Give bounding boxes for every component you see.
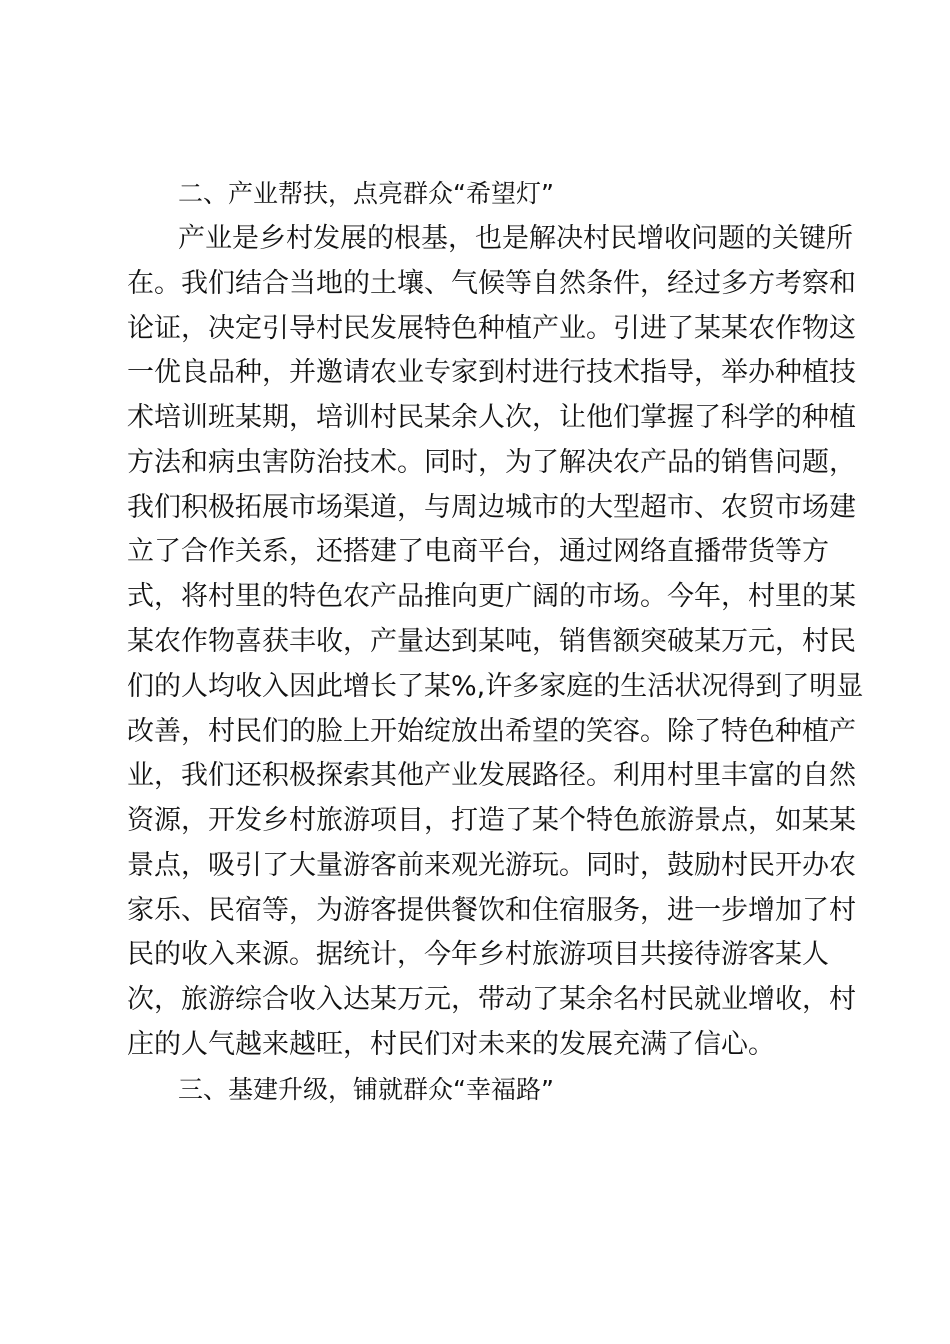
paragraph-line: 某农作物喜获丰收，产量达到某吨，销售额突破某万元，村民 <box>127 626 856 657</box>
paragraph-line: 方法和病虫害防治技术。同时，为了解决农产品的销售问题， <box>127 447 856 478</box>
section-heading-infrastructure: 三、基建升级，铺就群众“幸福路” <box>178 1075 554 1104</box>
paragraph-line: 论证，决定引导村民发展特色种植产业。引进了某某农作物这 <box>127 313 856 344</box>
paragraph-line: 术培训班某期，培训村民某余人次，让他们掌握了科学的种植 <box>127 402 856 433</box>
paragraph-line: 产业是乡村发展的根基，也是解决村民增收问题的关键所 <box>178 223 853 254</box>
paragraph-line: 们的人均收入因此增长了某%,许多家庭的生活状况得到了明显 <box>127 671 864 702</box>
paragraph-line: 业，我们还积极探索其他产业发展路径。利用村里丰富的自然 <box>127 760 856 791</box>
paragraph-line: 景点，吸引了大量游客前来观光游玩。同时，鼓励村民开办农 <box>127 850 856 881</box>
paragraph-line: 在。我们结合当地的土壤、气候等自然条件，经过多方考察和 <box>127 268 856 299</box>
paragraph-line: 家乐、民宿等，为游客提供餐饮和住宿服务，进一步增加了村 <box>127 895 856 926</box>
paragraph-line: 一优良品种，并邀请农业专家到村进行技术指导，举办种植技 <box>127 357 856 388</box>
paragraph-line: 民的收入来源。据统计，今年乡村旅游项目共接待游客某人 <box>127 939 829 970</box>
paragraph-line: 资源，开发乡村旅游项目，打造了某个特色旅游景点，如某某 <box>127 805 856 836</box>
paragraph-line: 庄的人气越来越旺，村民们对未来的发展充满了信心。 <box>127 1029 775 1060</box>
paragraph-line: 改善，村民们的脸上开始绽放出希望的笑容。除了特色种植产 <box>127 716 856 747</box>
paragraph-line: 式，将村里的特色农产品推向更广阔的市场。今年，村里的某 <box>127 581 856 612</box>
paragraph-line: 我们积极拓展市场渠道，与周边城市的大型超市、农贸市场建 <box>127 492 856 523</box>
paragraph-line: 次，旅游综合收入达某万元，带动了某余名村民就业增收，村 <box>127 984 856 1015</box>
paragraph-line: 立了合作关系，还搭建了电商平台，通过网络直播带货等方 <box>127 536 829 567</box>
section-heading-industry-support: 二、产业帮扶，点亮群众“希望灯” <box>178 179 554 208</box>
